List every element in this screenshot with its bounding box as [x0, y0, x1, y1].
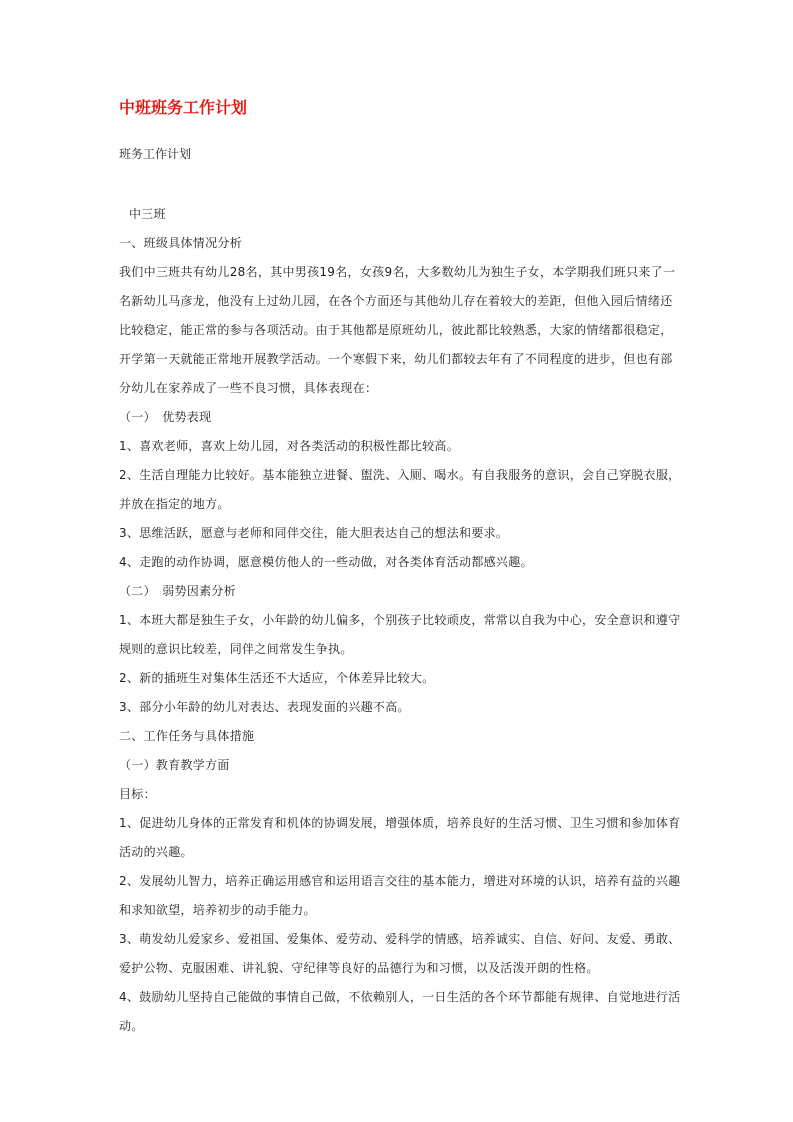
list-item: 3、萌发幼儿爱家乡、爱祖国、爱集体、爱劳动、爱科学的情感，培养诚实、自信、好问、友爱、勇敢、爱护公物、克服困难、讲礼貌、守纪律等良好的品德行为和习惯，以及活泼开朗的性格。 [119, 932, 681, 975]
list-item: 2、新的插班生对集体生活还不大适应，个体差异比较大。 [119, 671, 435, 685]
list-item: 3、思维活跃，愿意与老师和同伴交往，能大胆表达自己的想法和要求。 [119, 526, 509, 540]
subsection-heading: （一）教育教学方面 [119, 758, 230, 772]
goals-label: 目标： [119, 787, 156, 801]
list-item: 3、部分小年龄的幼儿对表达、表现发面的兴趣不高。 [119, 700, 410, 714]
subsection-heading: （二） 弱势因素分析 [119, 584, 237, 598]
subsection-heading: （一） 优势表现 [119, 410, 212, 424]
list-item: 4、鼓励幼儿坚持自己能做的事情自己做，不依赖别人，一日生活的各个环节都能有规律、自觉地进行活动。 [119, 990, 681, 1033]
paragraph: 我们中三班共有幼儿28名，其中男孩19名，女孩9名，大多数幼儿为独生子女，本学期我们班只来了一名新幼儿马彦龙，他没有上过幼儿园，在各个方面还与其他幼儿存在着较大的差距，但他入园后情绪还比较稳定，能正常的参与各项活动。由于其他都是原班幼儿，彼此都比较熟悉，大家的情绪都很稳定，开学第一天就能正常地开展教学活动。一个寒假下来，幼儿们都较去年有了不同程度的进步，但也有部分幼儿在家养成了一些不良习惯，具体表现在： [119, 265, 676, 395]
list-item: 2、发展幼儿智力，培养正确运用感官和运用语言交往的基本能力，增进对环境的认识，培养有益的兴趣和求知欲望，培养初步的动手能力。 [119, 874, 681, 917]
section-heading: 一、班级具体情况分析 [119, 236, 243, 250]
document-subtitle: 班务工作计划 [119, 147, 192, 161]
list-item: 4、走跑的动作协调，愿意模仿他人的一些动做，对各类体育活动都感兴趣。 [119, 555, 533, 569]
class-name: 中三班 [129, 207, 166, 221]
list-item: 1、喜欢老师，喜欢上幼儿园，对各类活动的积极性都比较高。 [119, 439, 460, 453]
document-body [119, 200, 681, 1041]
list-item: 1、促进幼儿身体的正常发育和机体的协调发展，增强体质，培养良好的生活习惯、卫生习惯和参加体育活动的兴趣。 [119, 816, 681, 859]
document-title: 中班班务工作计划 [119, 98, 248, 117]
list-item: 1、本班大都是独生子女，小年龄的幼儿偏多，个别孩子比较顽皮，常常以自我为中心，安全意识和遵守规则的意识比较差，同伴之间常发生争执。 [119, 613, 681, 656]
section-heading: 二、工作任务与具体措施 [119, 729, 255, 743]
list-item: 2、生活自理能力比较好。基本能独立进餐、盥洗、入厕、喝水。有自我服务的意识，会自己穿脱衣服，并放在指定的地方。 [119, 468, 681, 511]
